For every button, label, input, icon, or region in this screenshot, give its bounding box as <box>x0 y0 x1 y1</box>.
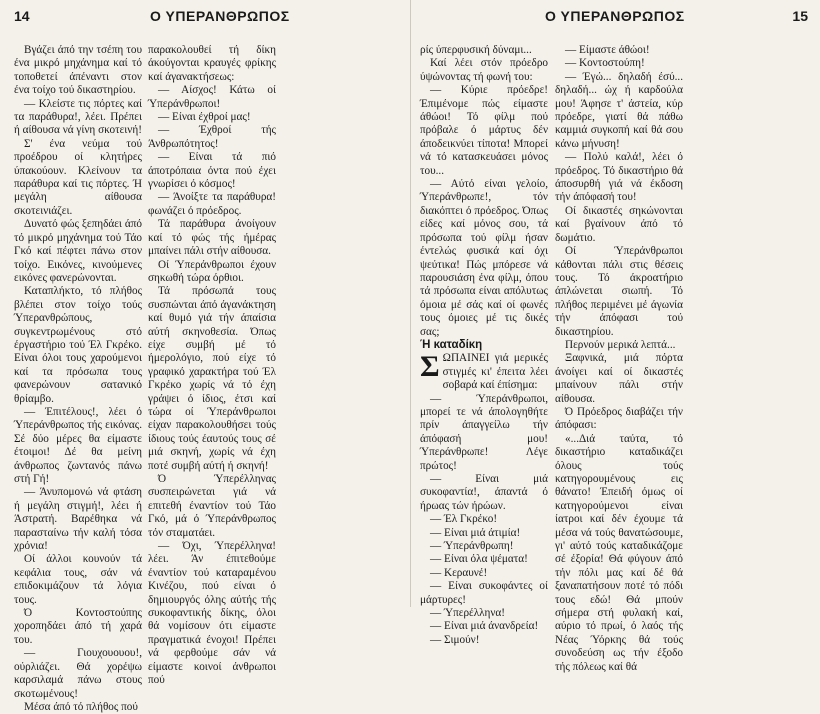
paragraph-text: ΩΠΑΙΝΕΙ γιά μερικές στιγμές κι' έπειτα λέει σοβαρά καί έπίσημα: <box>442 352 548 392</box>
paragraph: — Είναι έχθροί μας! <box>158 111 251 124</box>
paragraph: Τά παράθυρα άνοίγουν καί τό φώς τής ήμέρας μπαίνει πάλι στήν αίθουσα. <box>148 218 276 258</box>
left-running-title: Ο ΥΠΕΡΑΝΘΡΩΠΟΣ <box>150 8 290 24</box>
paragraph: — Πολύ καλά!, λέει ό πρόεδρος. Τό δικαστήριο θά άποσυρθή γιά νά έκδοση τήν άπόφασή του! <box>555 151 683 204</box>
paragraph: Ό Ύπερέλληνας συσπειρώνεται γιά νά επιτεθή έναντίον τού Τάο Γκό, μά ό Ύπεράνθρωπος τόν σταματάει. <box>148 473 276 539</box>
drop-cap: Σ <box>420 350 440 384</box>
paragraph: — Κύριε πρόεδρε! Έπιμένομε πώς είμαστε άθώοι! Τό φίλμ πού πρόβαλε ό μάρτυς δέν άποδεικνύει τίποτα! Μπορεί νά τό κατασκευάσει μόνος του... <box>420 84 548 177</box>
paragraph: — Έλ Γκρέκο! <box>430 513 498 526</box>
left-column-2 <box>148 44 276 688</box>
paragraph: Καί λέει στόν πρόεδρο ύψώνοντας τή φωνή του: <box>420 57 548 83</box>
right-page-header <box>410 6 820 28</box>
paragraph: Σ' ένα νεύμα τού προέδρου οί κλητήρες ύπακούουν. Κλείνουν τα παράθυρα καί τις πόρτες. Ή μεγάλη αίθουσα σκοτεινιάζει. <box>14 137 142 217</box>
right-column-2 <box>555 44 683 674</box>
paragraph: Οί Ύπεράνθρωποι κάθονται πάλι στις θέσεις τους. Τό άκροατήριο άπλώνεται σιωπή. Τό πλήθος περιμένει μέ άγωνία τήν άπόφασι τού δικαστηρίου. <box>555 245 683 338</box>
paragraph: Οί άλλοι κουνούν τά κεφάλια τους, σάν νά επιδοκιμάζουν τά λόγια τους. <box>14 553 142 606</box>
paragraph: — Κοντοστούπη! <box>565 57 645 70</box>
paragraph: — Ύπεράνθρωποι, μπορεί τε νά άπολογηθήτε πρίν άπαγγείλω τήν άπόφασή μου! Ύπεράνθρωπε! Λέγε πρώτος! <box>420 392 548 472</box>
paragraph: Τά πρόσωπά τους συσπώνται άπό άγανάκτηση καί θυμό γιά τήν άπαίσια αύτή σκηνοθεσία. Όπως είχε συμβή μέ τό ήμερολόγιο, πού είχε τό γραφικό χαρακτήρα τού Έλ Γκρέκο χωρίς νά τό έχη γράψει ό ίδιος, έτσι καί τώρα οί Ύπεράνθρωποι είχαν παρακολουθήσει τούς ίδιους τούς έαυτούς τους σέ μιά σκηνή, χωρίς νά έχη ποτέ συμβή αύτή ή σκηνή! <box>148 285 276 472</box>
left-column-1 <box>14 44 142 714</box>
paragraph: Ό Κοντοστούπης χοροπηδάει άπό τή χαρά του. <box>14 607 142 646</box>
paragraph: — Είναι συκοφάντες οί μάρτυρες! <box>420 580 548 606</box>
paragraph: — Άνοίξτε τα παράθυρα! φωνάζει ό πρόεδρος. <box>148 191 276 217</box>
paragraph: — Αίσχος! Κάτω οί Ύπεράνθρωποι! <box>148 84 276 110</box>
paragraph: — Είναι μιά άνανδρεία! <box>430 620 539 633</box>
section-heading: Ή καταδίκη <box>420 338 483 351</box>
paragraph: «...Διά ταύτα, τό δικαστήριο καταδικάζει όλους τούς κατηγορουμένους εις θάνατο! Έπειδή όμως οί κατηγορούμενοι είναι ίατροι καί δέν έχουμε τά μέσα νά τούς θανατώσουμε, γι' αύτό τούς καταδικάζομε σέ έξορία! Θά φύγουν άπό τήν πόλι μας καί δέ θά ξαναπατήσουν ποτέ τό πόδι τους εδώ! Θά μπούν σήμερα στή φυλακή καί, αύριο τό πρωί, ό λαός τής Νέας Ύόρκης θά τούς συνοδεύση ως τήν έξοδο τής πόλεως καί θά <box>555 432 683 673</box>
paragraph: — Κεραυνέ! <box>430 566 488 579</box>
paragraph: ρίς ύπερφυσική δύναμι... <box>420 44 532 56</box>
left-page-header <box>0 6 410 28</box>
paragraph: Μέσα άπό τό πλήθος πού <box>24 700 138 713</box>
right-page <box>410 0 820 673</box>
paragraph: Ξαφνικά, μιά πόρτα άνοίγει καί οί δικαστές μπαίνουν πάλι στήν αίθουσα. <box>555 352 683 405</box>
paragraph: Βγάζει άπό την τσέπη του ένα μικρό μηχάνημα καί τό τοποθετεί άπέναντι στον ένα τοίχο τού δικαστηρίου. <box>14 44 142 97</box>
paragraph: — Κλείστε τις πόρτες καί τα παράθυρα!, λέει. Πρέπει ή αίθουσα νά γίνη σκοτεινή! <box>14 97 142 137</box>
paragraph: παρακολουθεί τή δίκη άκούγονται κραυγές φρίκης καί άγανακτήσεως: <box>148 44 276 83</box>
paragraph: — Αύτό είναι γελοίο, Ύπεράνθρωπε!, τόν διακόπτει ό πρόεδρος. Όπως είδες καί μόνος σου, τά πρόσωπα τού φίλμ ήσαν έντελώς φυσικά καί όχι ψεύτικα! Πώς μπόρεσε νά παρουσιάση ένα φίλμ, όπου τά πρόσωπα είναι απόλυτως όμοια μέ σάς καί οί φωνές τους όμοιες μέ τις δικές σας; <box>420 178 548 338</box>
paragraph: — Σιμούν! <box>430 633 480 646</box>
paragraph: — Είναι τά πιό άποτρόπαια όντα πού έχει γνωρίσει ό κόσμος! <box>148 151 276 191</box>
paragraph: — Είναι μιά συκοφαντία!, άπαντά ό ήρωας τών ήρώων. <box>420 473 548 512</box>
paragraph: — Έγώ... δηλαδή έσύ... δηλαδή... ώχ ή καρδούλα μου! Άφησε τ' άστεία, κύρ πρόεδρε, γιατί θά πάθω καμμιά συγκοπή καί θά σου κάνω μήνυση! <box>555 70 683 150</box>
paragraph: Οί δικαστές σηκώνονται καί βγαίνουν άπό τό δωμάτιο. <box>555 204 683 244</box>
paragraph: — Έχθροί τής Άνθρωπότητος! <box>148 124 276 150</box>
paragraph: — Έπιτέλους!, λέει ό Ύπεράνθρωπος τής εικόνας. Σέ δύο μέρες θα είμαστε έτοιμοι! Δέ θα μείνη άνθρωπος ζωντανός πάνω στή Γή! <box>14 405 142 485</box>
paragraph: Ό Πρόεδρος διαβάζει τήν άπόφασι: <box>555 405 683 432</box>
paragraph: — Είμαστε άθώοι! <box>565 44 650 56</box>
paragraph <box>420 352 548 392</box>
paragraph: Καταπλήκτο, τό πλήθος βλέπει στον τοίχο τούς Ύπερανθρώπους, συγκεντρωμένους στό έργαστήριο τού Έλ Γκρέκο. Είναι όλοι τους χαρούμενοι καί τα πρόσωπα τους φανερώνουν σατανικό θρίαμβο. <box>14 285 142 405</box>
paragraph: Οί Ύπεράνθρωποι έχουν σηκωθή τώρα όρθιοι. <box>148 258 276 284</box>
paragraph: Περνούν μερικά λεπτά... <box>565 338 676 351</box>
right-running-title: Ο ΥΠΕΡΑΝΘΡΩΠΟΣ <box>545 8 685 24</box>
right-column-1 <box>420 44 548 647</box>
paragraph: — Ύπερέλληνα! <box>430 607 505 620</box>
right-page-number: 15 <box>792 8 808 24</box>
paragraph: — Είναι όλα ψέματα! <box>430 553 528 566</box>
paragraph: — Ύπεράνθρωπη! <box>430 540 514 553</box>
left-page-number: 14 <box>14 8 30 24</box>
paragraph: — Γιουχουουου!, ούρλιάζει. Θά χορέψω καρσιλαμά πάνω στους σκοτωμένους! <box>14 647 142 700</box>
paragraph: Δυνατό φώς ξεπηδάει άπό τό μικρό μηχάνημα τού Τάο Γκό καί πέφτει πάνω στον τοίχο. Εικόνες, κινούμενες εικόνες φανερώνονται. <box>14 218 142 284</box>
paragraph: — Είναι μιά άτιμία! <box>430 526 521 539</box>
paragraph: — Όχι, Ύπερέλληνα! λέει. Άν έπιτεθούμε έναντίον τού καταραμένου Κινέζου, πού είναι ό δημιουργός όλης αύτής τής συκοφαντικής δίκης, όλοι θά νομίσουν ότι είμαστε πραγματικά ένοχοι! Πρέπει νά φερθούμε σάν νά είμαστε κοινοί άνθρωποι πού <box>148 540 276 687</box>
paragraph: — Άνυπομονώ νά φτάση ή μεγάλη στιγμή!, λέει ή Άστρατή. Βαρέθηκα νά παρασταίνω τήν καλή τόσα χρόνια! <box>14 486 142 553</box>
